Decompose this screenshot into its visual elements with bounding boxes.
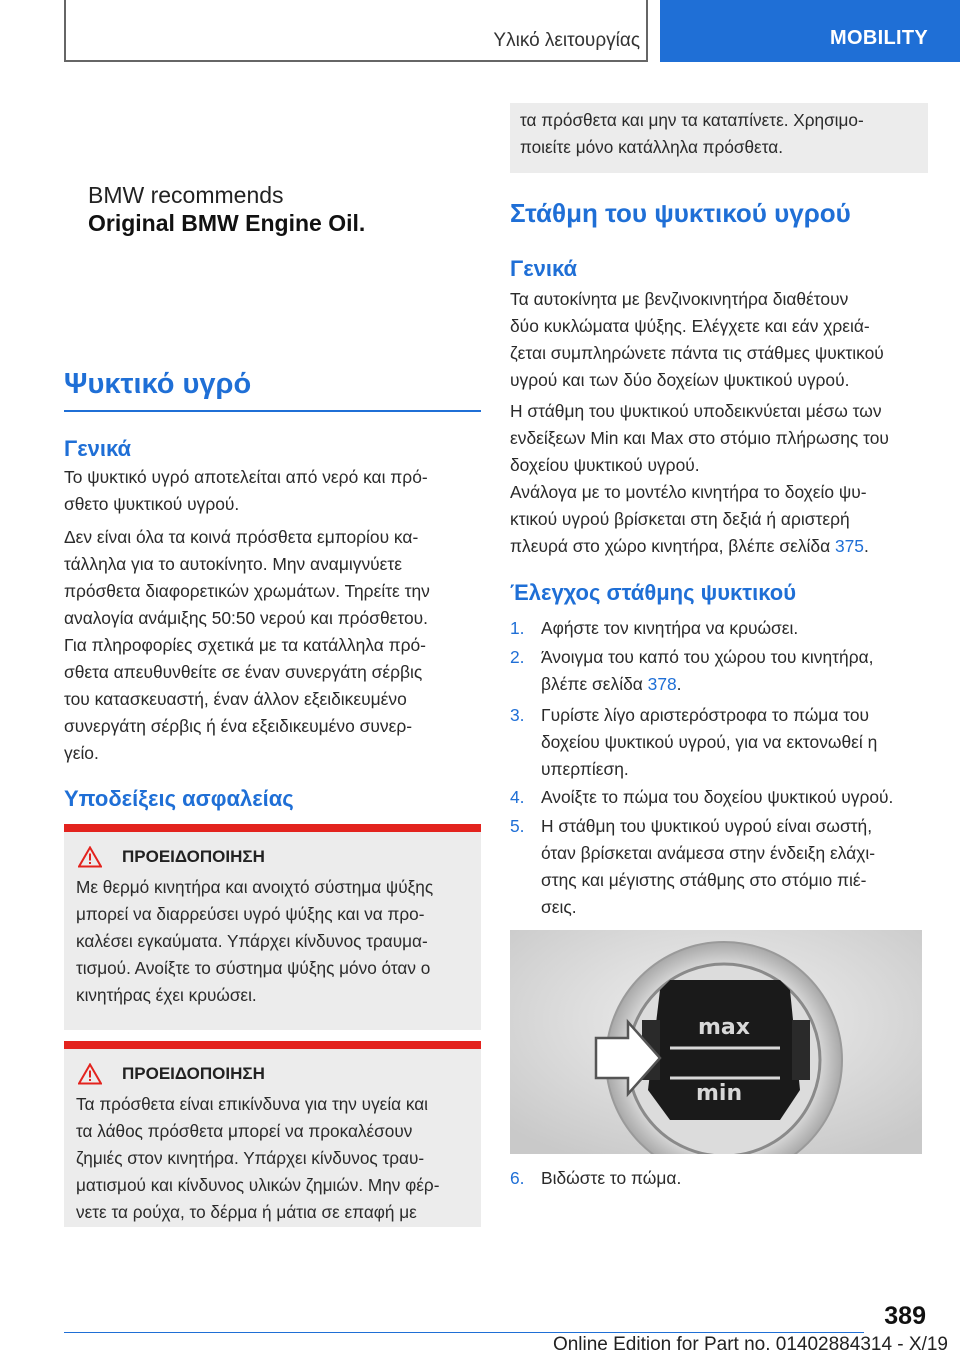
text-line: σεις.	[541, 897, 577, 917]
text-line: τα λάθος πρόσθετα μπορεί να προκαλέσουν	[76, 1121, 413, 1141]
text-line: ζεται συμπληρώνετε πάντα τις στάθμες ψυκτικού	[510, 343, 884, 363]
level-paragraph-1	[510, 286, 928, 394]
text-line	[510, 533, 928, 560]
text-line: ποιείτε μόνο κατάλληλα πρόσθετα.	[520, 137, 783, 157]
general-heading: Γενικά	[510, 256, 578, 281]
coolant-cap-illustration	[510, 930, 922, 1154]
text-line: Με θερμό κινητήρα και ανοιχτό σύστημα ψύξης	[76, 877, 434, 897]
text-line: δοχείου ψυκτικού υγρού, για να εκτονωθεί η	[541, 732, 878, 752]
page-number: 389	[884, 1302, 926, 1330]
section-title: Στάθμη του ψυκτικού υγρού	[510, 198, 851, 228]
text-line: πρόσθετα διαφορετικών χρωμάτων. Τηρείτε την	[64, 581, 430, 601]
text-line: Τα αυτοκίνητα με βενζινοκινητήρα διαθέτουν	[510, 289, 849, 309]
general-paragraph-2	[64, 524, 481, 767]
step-text	[541, 702, 930, 783]
page-link-375[interactable]: 375	[834, 536, 864, 556]
warning-title: ΠΡΟΕΙΔΟΠΟΙΗΣΗ	[122, 847, 265, 866]
coolant-section-title-block	[64, 368, 481, 401]
advert-line-1: BMW recommends	[88, 182, 284, 208]
warning-triangle-icon	[78, 846, 102, 868]
footer-edition: Online Edition for Part no. 01402884314 - X/19	[552, 1334, 948, 1355]
text-line: Για πληροφορίες σχετικά με τα κατάλληλα πρό-	[64, 635, 426, 655]
check-heading-block	[510, 580, 928, 606]
text-line: ματισμού και κίνδυνος υλικών ζημιών. Μην φέρ-	[76, 1175, 440, 1195]
text-line: ζημιές στον κινητήρα. Υπάρχει κίνδυνος τραυ-	[76, 1148, 425, 1168]
general-heading: Γενικά	[64, 436, 132, 461]
warning-continuation-box	[510, 103, 928, 173]
text-line: του κατασκευαστή, έναν άλλον εξειδικευμένο	[64, 689, 407, 709]
coolant-level-title-block	[510, 198, 928, 229]
text-line: κινητήρας έχει κρυώσει.	[76, 985, 257, 1005]
text-line: τα πρόσθετα και μην τα καταπίνετε. Χρησιμο-	[520, 110, 864, 130]
max-mark-label: max	[698, 1015, 750, 1040]
text-line: Άνοιγμα του καπό του χώρου του κινητήρα,	[541, 647, 874, 667]
step-number: 3.	[510, 705, 525, 725]
text-span: πλευρά στο χώρο κινητήρα, βλέπε σελίδα	[510, 536, 835, 556]
warning-box-additives	[64, 1041, 481, 1227]
step-text	[541, 1165, 930, 1192]
step-number: 6.	[510, 1168, 525, 1188]
footer-rule	[64, 1332, 864, 1333]
text-line: σθετο ψυκτικού υγρού.	[64, 494, 240, 514]
warning-triangle-icon	[78, 1063, 102, 1085]
text-line: συνεργάτη σέρβις ή ένα εξειδικευμένο συνερ-	[64, 716, 413, 736]
text-line: Ανάλογα με το μοντέλο κινητήρα το δοχείο ψυ-	[510, 482, 867, 502]
text-line: Το ψυκτικό υγρό αποτελείται από νερό και πρό-	[64, 467, 428, 487]
step-text	[541, 644, 930, 698]
step-text	[541, 784, 930, 811]
warning-title: ΠΡΟΕΙΔΟΠΟΙΗΣΗ	[122, 1064, 265, 1083]
step-number: 1.	[510, 618, 525, 638]
warning-text	[64, 868, 481, 1019]
warning-bar	[64, 824, 481, 832]
text-line: Δεν είναι όλα τα κοινά πρόσθετα εμπορίου κα-	[64, 527, 419, 547]
check-heading: Έλεγχος στάθμης ψυκτικού	[510, 580, 797, 605]
coolant-cap-photo	[510, 930, 922, 1154]
general-heading-block	[510, 256, 928, 282]
text-line: τάλληλα για το αυτοκίνητο. Μην αναμιγνύετε	[64, 554, 403, 574]
safety-heading: Υποδείξεις ασφαλείας	[64, 786, 294, 811]
step-text	[541, 813, 930, 921]
text-line: ενδείξεων Min και Max στο στόμιο πλήρωσης του	[510, 428, 889, 448]
general-heading-block	[64, 436, 481, 462]
text-line: στης και μέγιστης στάθμης στο στόμιο πιέ-	[541, 870, 867, 890]
text-line: τισμού. Ανοίξτε το σύστημα ψύξης μόνο όταν ο	[76, 958, 431, 978]
text-line: Η στάθμη του ψυκτικού υποδεικνύεται μέσω των	[510, 401, 882, 421]
warning-header	[64, 832, 481, 868]
text-line: αναλογία ανάμιξης 50:50 νερού και πρόσθετου.	[64, 608, 429, 628]
text-line: Ανοίξτε το πώμα του δοχείου ψυκτικού υγρού.	[541, 787, 894, 807]
text-span: .	[863, 536, 869, 556]
text-line: κτικού υγρού βρίσκεται στη δεξιά ή αριστερή	[510, 509, 850, 529]
step-number: 2.	[510, 647, 525, 667]
text-line: καλέσει εγκαύματα. Υπάρχει κίνδυνος τραυμα-	[76, 931, 428, 951]
advert-line-2: Original BMW Engine Oil.	[88, 210, 366, 236]
text-line: δοχείου ψυκτικού υγρού.	[510, 455, 700, 475]
text-line: Βιδώστε το πώμα.	[541, 1168, 682, 1188]
text-line: νετε τα ρούχα, το δέρμα ή μάτια σε επαφή με	[76, 1202, 417, 1222]
text-line: Αφήστε τον κινητήρα να κρυώσει.	[541, 618, 799, 638]
text-line: μπορεί να διαρρεύσει υγρό ψύξης και να προ-	[76, 904, 425, 924]
text-line: Τα πρόσθετα είναι επικίνδυνα για την υγεία και	[76, 1094, 428, 1114]
section-title-rule	[64, 410, 481, 412]
text-line: υπερπίεση.	[541, 759, 629, 779]
header-tab-mobility[interactable]: MOBILITY	[660, 0, 960, 62]
level-paragraph-3	[510, 479, 928, 560]
warning-box-hot-engine	[64, 824, 481, 1030]
safety-heading-block	[64, 786, 481, 812]
step-text	[541, 615, 930, 642]
text-line: Η στάθμη του ψυκτικού υγρού είναι σωστή,	[541, 816, 873, 836]
text-line: γείο.	[64, 743, 99, 763]
text-line: Γυρίστε λίγο αριστερόστροφα το πώμα του	[541, 705, 870, 725]
text-line: δύο κυκλώματα ψύξης. Ελέγχετε και εάν χρειά-	[510, 316, 870, 336]
header-section-title: Υλικό λειτουργίας	[493, 30, 640, 51]
level-paragraph-2	[510, 398, 928, 479]
text-span: .	[676, 674, 682, 694]
section-title: Ψυκτικό υγρό	[64, 368, 252, 400]
warning-text	[64, 1085, 481, 1236]
bmw-oil-advert	[64, 110, 481, 340]
min-mark-label: min	[696, 1081, 743, 1106]
step-number: 4.	[510, 787, 525, 807]
text-span: βλέπε σελίδα	[541, 674, 648, 694]
page-link-378[interactable]: 378	[647, 674, 677, 694]
text-line	[541, 671, 930, 698]
step-number: 5.	[510, 816, 525, 836]
text-line: υγρού και των δύο δοχείων ψυκτικού υγρού.	[510, 370, 850, 390]
warning-bar	[64, 1041, 481, 1049]
general-paragraph-1	[64, 464, 481, 518]
text-line: όταν βρίσκεται ανάμεσα στην ένδειξη ελάχι-	[541, 843, 875, 863]
warning-header	[64, 1049, 481, 1085]
text-line: σθετα απευθυνθείτε σε έναν συνεργάτη σέρβις	[64, 662, 423, 682]
